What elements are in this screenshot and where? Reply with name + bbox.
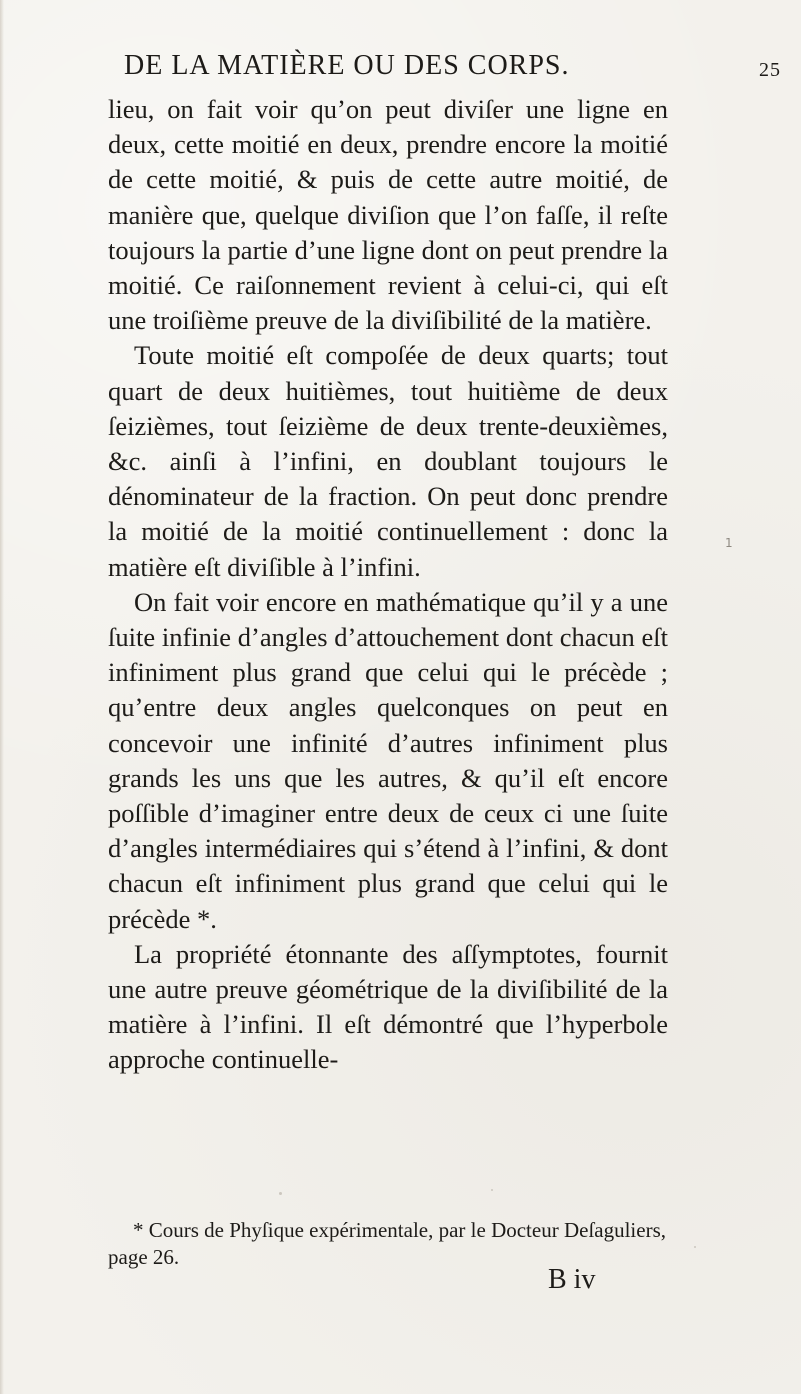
paper-speck xyxy=(694,1246,696,1248)
paragraph-1: lieu, on fait voir qu’on peut diviſer une ligne en deux, cette moitié en deux, prendre encore la moitié de cette moitié, & puis de cette autre moitié, de manière que, quelque diviſion que l’on faſſe, il reſte toujours la partie d’une ligne dont on peut prendre la moitié. Ce raiſonnement revient à celui-ci, qui eſt une troiſième preuve de la diviſibilité de la matière. xyxy=(108,94,668,336)
paragraph-4: La propriété étonnante des aſſymptotes, fournit une autre preuve géométrique de la diviſibilité de la matière à l’infini. Il eſt démontré que l’hyperbole approche continuelle- xyxy=(108,938,668,1075)
margin-mark: 1 xyxy=(725,536,733,550)
page-edge xyxy=(0,0,4,1394)
paragraph-2: Toute moitié eſt compoſée de deux quarts; tout quart de deux huitièmes, tout huitième de deux ſeizièmes, tout ſeizième de deux trente-deuxièmes, &c. ainſi à l’infini, en doublant toujours le dénominateur de la fraction. On peut donc prendre la moitié de la moitié continuellement : donc la matière eſt diviſible à l’infini. xyxy=(108,340,668,582)
signature-mark: B iv xyxy=(548,1264,596,1295)
paper-speck xyxy=(279,1192,282,1195)
page-number: 25 xyxy=(759,59,781,81)
footnote-text: * Cours de Phyſique expérimentale, par le Docteur Deſaguliers, page 26. xyxy=(108,1218,666,1269)
body-text xyxy=(108,92,668,1078)
running-head-title: DE LA MATIÈRE OU DES CORPS. xyxy=(124,50,570,81)
paper-speck xyxy=(491,1189,493,1191)
paragraph-3: On fait voir encore en mathématique qu’il y a une ſuite infinie d’angles d’attouchement dont chacun eſt infiniment plus grand que celui qui le précède ; qu’entre deux angles quelconques on peut en concevoir une infinité d’autres infiniment plus grands les uns que les autres, & qu’il eſt encore poſſible d’imaginer entre deux de ceux ci une ſuite d’angles intermédiaires qui s’étend à l’infini, & dont chacun eſt infiniment plus grand que celui qui le précède *. xyxy=(108,586,668,934)
running-head xyxy=(124,50,781,90)
